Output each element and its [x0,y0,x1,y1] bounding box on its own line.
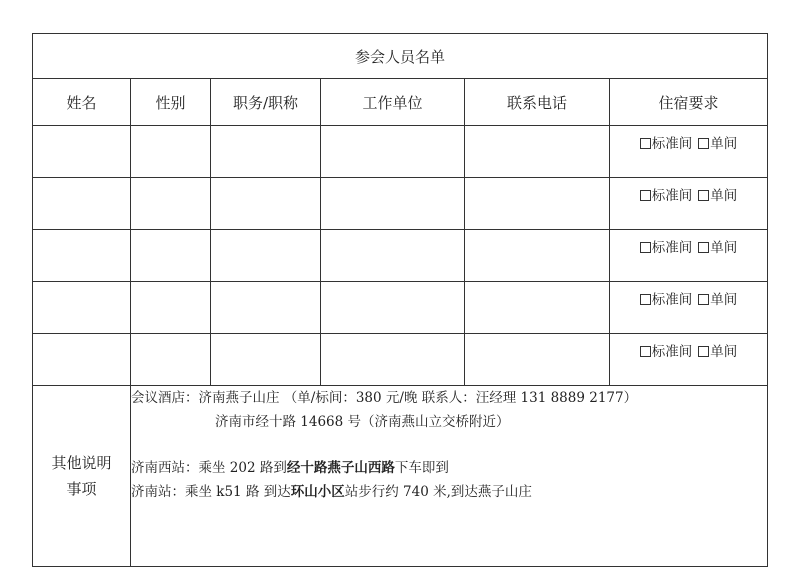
standard-room-option[interactable] [640,184,693,204]
gender-cell[interactable] [131,126,211,178]
standard-room-option[interactable] [640,288,693,308]
column-header-name: 姓名 [33,79,131,126]
phone-cell[interactable] [465,334,610,386]
phone-cell[interactable] [465,126,610,178]
west-station-stop: 经十路燕子山西路 [286,460,395,476]
gender-cell[interactable] [131,282,211,334]
single-room-option[interactable] [698,288,737,308]
column-header-lodging: 住宿要求 [610,79,768,126]
station-text: 济南站：乘坐 k51 路 到达 [131,484,291,500]
notes-label-line2: 事项 [66,480,97,498]
station-stop: 环山小区 [290,484,345,500]
notes-label-line1: 其他说明 [51,454,112,472]
title-cell[interactable] [211,282,321,334]
notes-body [131,386,768,567]
attendee-row [33,282,768,334]
name-cell[interactable] [33,282,131,334]
column-header-title: 职务/职称 [211,79,321,126]
notes-label [33,386,131,567]
checkbox[interactable] [698,242,709,253]
single-room-option[interactable] [698,340,737,360]
name-cell[interactable] [33,126,131,178]
phone-cell[interactable] [465,178,610,230]
employer-cell[interactable] [321,282,465,334]
hotel-address-line: 济南市经十路 14668 号（济南燕山立交桥附近） [215,414,510,430]
station-tail: 站步行约 740 米,到达燕子山庄 [344,484,532,500]
column-header-employer: 工作单位 [321,79,465,126]
name-cell[interactable] [33,230,131,282]
west-station-text: 济南西站：乘坐 202 路到 [131,460,287,476]
west-station-tail: 下车即到 [394,460,449,476]
lodging-cell [610,230,768,282]
employer-cell[interactable] [321,230,465,282]
checkbox[interactable] [698,294,709,305]
lodging-cell [610,282,768,334]
lodging-cell [610,178,768,230]
phone-cell[interactable] [465,282,610,334]
station-directions [131,480,767,504]
single-room-option[interactable] [698,236,737,256]
option-label: 标准间 [651,188,693,204]
checkbox[interactable] [698,190,709,201]
standard-room-option[interactable] [640,340,693,360]
option-label: 标准间 [651,136,693,152]
option-label: 单间 [710,292,738,308]
attendee-row [33,178,768,230]
standard-room-option[interactable] [640,132,693,152]
option-label: 单间 [710,136,738,152]
option-label: 标准间 [651,240,693,256]
standard-room-option[interactable] [640,236,693,256]
hotel-line: 会议酒店：济南燕子山庄 （单/标间：380 元/晚 联系人：汪经理 131 8889 2177） [131,390,638,406]
option-label: 单间 [710,188,738,204]
checkbox[interactable] [640,138,651,149]
checkbox[interactable] [640,346,651,357]
option-label: 标准间 [651,344,693,360]
checkbox[interactable] [640,294,651,305]
checkbox[interactable] [640,190,651,201]
attendee-row [33,230,768,282]
attendee-row [33,334,768,386]
lodging-cell [610,126,768,178]
title-cell[interactable] [211,230,321,282]
option-label: 单间 [710,240,738,256]
employer-cell[interactable] [321,178,465,230]
column-header-gender: 性别 [131,79,211,126]
column-header-phone: 联系电话 [465,79,610,126]
checkbox[interactable] [640,242,651,253]
header-row [33,79,768,126]
name-cell[interactable] [33,178,131,230]
west-station-directions [131,456,767,480]
title-cell[interactable] [211,178,321,230]
attendee-table [32,33,768,567]
attendee-row [33,126,768,178]
phone-cell[interactable] [465,230,610,282]
checkbox[interactable] [698,138,709,149]
single-room-option[interactable] [698,132,737,152]
gender-cell[interactable] [131,178,211,230]
name-cell[interactable] [33,334,131,386]
gender-cell[interactable] [131,334,211,386]
single-room-option[interactable] [698,184,737,204]
option-label: 标准间 [651,292,693,308]
title-cell[interactable] [211,334,321,386]
employer-cell[interactable] [321,126,465,178]
option-label: 单间 [710,344,738,360]
form-title: 参会人员名单 [33,34,768,79]
attendee-form [32,33,767,538]
lodging-cell [610,334,768,386]
employer-cell[interactable] [321,334,465,386]
gender-cell[interactable] [131,230,211,282]
checkbox[interactable] [698,346,709,357]
title-cell[interactable] [211,126,321,178]
